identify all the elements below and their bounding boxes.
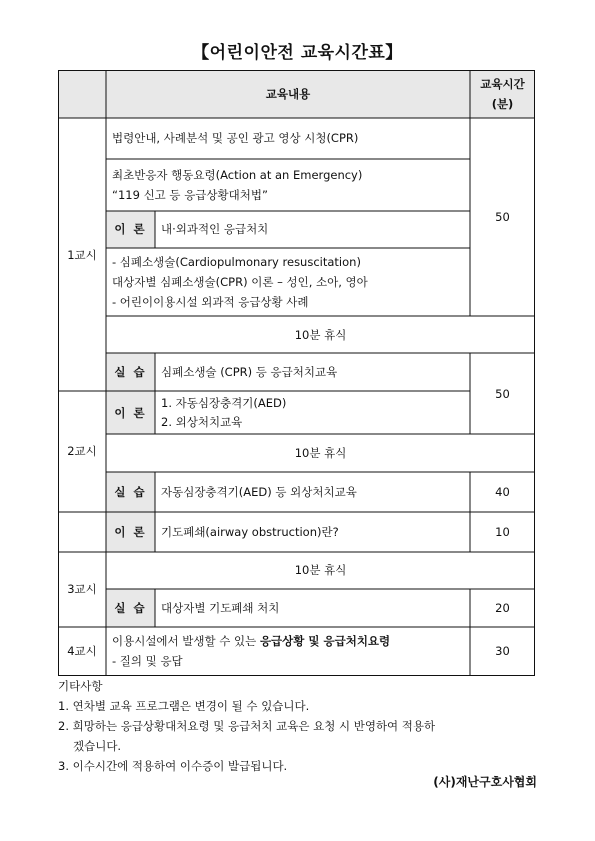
- notes-section: [58, 676, 538, 776]
- practice-label-2: 실 습: [114, 485, 147, 499]
- minutes-4: 10: [495, 525, 510, 539]
- minutes-3: 40: [495, 485, 510, 499]
- schedule-table: [58, 70, 535, 676]
- qa-line-1-bold: 응급상황 및 응급처치요령: [259, 634, 391, 648]
- theory-label-2: 이 론: [114, 406, 147, 420]
- note-2b: 겠습니다.: [73, 739, 122, 753]
- header-time-line1: 교육시간: [480, 77, 525, 91]
- theory-first-aid: 내·외과적인 응급처치: [161, 222, 269, 236]
- cpr-line-3: - 어린이이용시설 외과적 응급상황 사례: [112, 295, 309, 309]
- header-time-line2: (분): [491, 97, 514, 111]
- header-content: 교육내용: [265, 87, 311, 101]
- theory-label: 이 론: [114, 222, 147, 236]
- break-2: 10분 휴식: [294, 446, 347, 460]
- session-4-label: 4교시: [67, 644, 97, 658]
- minutes-2: 50: [495, 387, 510, 401]
- notes-heading: 기타사항: [58, 679, 103, 693]
- practice-airway: 대상자별 기도폐쇄 처치: [161, 601, 280, 615]
- practice-aed: 자동심장충격기(AED) 등 외상처치교육: [161, 485, 357, 499]
- page-title: 【어린이안전 교육시간표】: [192, 43, 403, 63]
- cpr-line-1: - 심폐소생술(Cardiopulmonary resuscitation): [112, 255, 361, 269]
- practice-cpr: 심폐소생술 (CPR) 등 응급처치교육: [161, 365, 338, 379]
- practice-label-1: 실 습: [114, 365, 147, 379]
- minutes-5: 20: [495, 601, 510, 615]
- session-2-label: 2교시: [67, 444, 97, 458]
- qa-line-2: - 질의 및 응답: [112, 654, 183, 668]
- theory-aed: 1. 자동심장충격기(AED): [161, 396, 287, 410]
- session-1-label: 1교시: [67, 248, 97, 262]
- qa-line-1-plain: 이용시설에서 발생할 수 있는: [112, 634, 260, 648]
- note-3: 3. 이수시간에 적용하여 이수증이 발급됩니다.: [58, 759, 288, 773]
- action-line-1: 최초반응자 행동요령(Action at an Emergency): [112, 168, 363, 182]
- organization-name: (사)재난구호사협회: [433, 775, 537, 789]
- note-2a: 2. 희망하는 응급상황대처요령 및 응급처치 교육은 요청 시 반영하여 적용하: [58, 719, 436, 733]
- cpr-line-2: 대상자별 심폐소생술(CPR) 이론 – 성인, 소아, 영아: [112, 275, 368, 289]
- qa-line-1: [112, 631, 390, 651]
- break-3: 10분 휴식: [294, 563, 347, 577]
- break-1: 10분 휴식: [294, 328, 347, 342]
- theory-label-3: 이 론: [114, 525, 147, 539]
- minutes-6: 30: [495, 644, 510, 658]
- theory-trauma: 2. 외상처치교육: [161, 415, 243, 429]
- session-3-label: 3교시: [67, 582, 97, 596]
- theory-airway: 기도폐쇄(airway obstruction)란?: [161, 525, 339, 539]
- note-1: 1. 연차별 교육 프로그램은 변경이 될 수 있습니다.: [58, 699, 310, 713]
- practice-label-3: 실 습: [114, 601, 147, 615]
- minutes-1: 50: [495, 210, 510, 224]
- action-line-2: “119 신고 등 응급상황대처법”: [112, 188, 268, 202]
- law-guidance-row: 법령안내, 사례분석 및 공인 광고 영상 시청(CPR): [112, 131, 359, 145]
